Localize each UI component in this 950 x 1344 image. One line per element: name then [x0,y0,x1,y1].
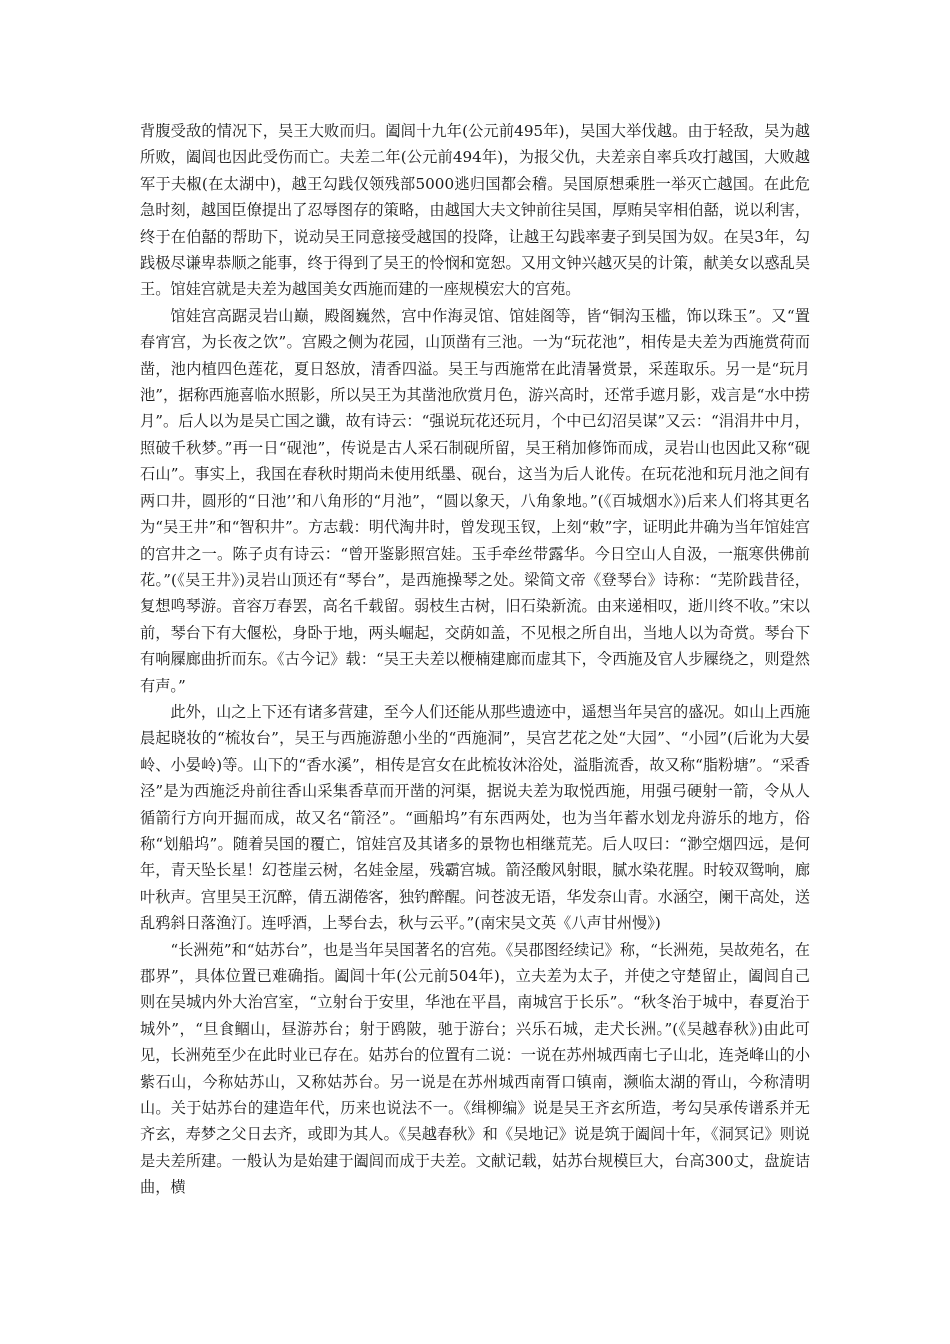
document-body [140,118,810,1201]
paragraph-3: 此外，山之上下还有诸多营建，至今人们还能从那些遗迹中，遥想当年吴宫的盛况。如山上西施晨起晓妆的“梳妆台”，吴王与西施游憩小坐的“西施洞”，吴宫艺花之处“大园”、“小园”(后讹为大晏岭、小晏岭)等。山下的“香水溪”，相传是宫女在此梳妆沐浴处，溢脂流香，故又称“脂粉塘”。“采香泾”是为西施泛舟前往香山采集香草而开凿的河渠，据说夫差为取悦西施，用强弓硬射一箭，令从人循箭行方向开掘而成，故又名“箭泾”。“画船坞”有东西两处，也为当年蓄水划龙舟游乐的地方，俗称“划船坞”。随着吴国的覆亡，馆娃宫及其诸多的景物也相继荒芜。后人叹曰：“渺空烟四远，是何年，青天坠长星！幻苍崖云树，名娃金屋，残霸宫城。箭泾酸风射眼，腻水染花腥。时较双鸳响，廊叶秋声。宫里吴王沉醉，倩五湖倦客，独钓醉醒。问苍波无语，华发奈山青。水涵空，阑干高处，送乱鸦斜日落渔汀。连呼酒，上琴台去，秋与云平。”(南宋吴文英《八声甘州慢》) [140,702,810,933]
paragraph-2: 馆娃宫高踞灵岩山巅，殿阁巍然，宫中作海灵馆、馆娃阁等，皆“铜沟玉槛，饰以珠玉”。又“置春宵宫，为长夜之饮”。宫殿之侧为花园，山顶凿有三池。一为“玩花池”，相传是夫差为西施赏荷而凿，池内植四色莲花，夏日怒放，清香四溢。吴王与西施常在此清暑赏景，采莲取乐。另一是“玩月池”，据称西施喜临水照影，所以吴王为其凿池欣赏月色，游兴高时，还常手遮月影，戏言是“水中捞月”。后人以为是吴亡国之谶，故有诗云：“强说玩花还玩月，个中已幻沼吴谋”又云：“涓涓井中月，照破千秋梦。”再一日“砚池”，传说是古人采石制砚所留，吴王稍加修饰而成，灵岩山也因此又称“砚石山”。事实上，我国在春秋时期尚未使用纸墨、砚台，这当为后人讹传。在玩花池和玩月池之间有两口井，圆形的“日池’’和八角形的“月池”，“圆以象天，八角象地。”(《百城烟水》)后来人们将其更名为“吴王井”和“智积井”。方志载：明代淘井时，曾发现玉钗，上刻“敕”字，证明此井确为当年馆娃宫的宫井之一。陈子贞有诗云：“曾开鉴影照宫娃。玉手牵丝带露华。今日空山人自汲，一瓶寒供佛前花。”(《吴王井》)灵岩山顶还有“琴台”，是西施操琴之处。梁简文帝《登琴台》诗称：“芜阶践昔径，复想鸣琴游。音容万春罢，高名千载留。弱枝生古树，旧石染新流。由来递相叹，逝川终不收。”宋以前，琴台下有大偃松，身卧于地，两头崛起，交荫如盖，不见根之所自出，当地人以为奇赏。琴台下有响屧廊曲折而东。《古今记》载：“吴王夫差以楩楠建廊而虚其下，令西施及官人步屧绕之，则跫然有声。” [140,306,810,695]
paragraph-4: “长洲苑”和“姑苏台”，也是当年吴国著名的宫苑。《吴郡图经续记》称，“长洲苑，吴故苑名，在郡界”，具体位置已难确指。阖闾十年(公元前504年)，立夫差为太子，并使之守楚留止，阖闾自己则在吴城内外大治宫室，“立射台于安里，华池在平昌，南城宫于长乐”。“秋冬治于城中，春夏治于城外”，“旦食鲴山，昼游苏台；射于鸥陂，驰于游台；兴乐石城，走犬长洲。”(《吴越春秋》)由此可见，长洲苑至少在此时业已存在。姑苏台的位置有二说：一说在苏州城西南七子山北，连尧峰山的小紫石山，今称姑苏山，又称姑苏台。另一说是在苏州城西南胥口镇南，濒临太湖的胥山，今称清明山。关于姑苏台的建造年代，历来也说法不一。《缉柳编》说是吴王齐玄所造，考勾吴承传谱系并无齐玄，寿梦之父日去齐，或即为其人。《吴越春秋》和《吴地记》说是筑于阖闾十年，《洞冥记》则说是夫差所建。一般认为是始建于阖闾而成于夫差。文献记载，姑苏台规模巨大，台高300丈，盘旋诘曲，横 [140,940,810,1197]
paragraph-1: 背腹受敌的情况下，吴王大败而归。阖闾十九年(公元前495年)，吴国大举伐越。由于轻敌，吴为越所败，阖闾也因此受伤而亡。夫差二年(公元前494年)，为报父仇，夫差亲自率兵攻打越国，大败越军于夫椒(在太湖中)，越王勾践仅领残部5000逃归国都会稽。吴国原想乘胜一举灭亡越国。在此危急时刻，越国臣僚提出了忍辱图存的策略，由越国大夫文钟前往吴国，厚贿吴宰相伯嚭，说以利害，终于在伯嚭的帮助下，说动吴王同意接受越国的投降，让越王勾践率妻子到吴国为奴。在吴3年，勾践极尽谦卑恭顺之能事，终于得到了吴王的怜悯和宽恕。又用文钟兴越灭吴的计策，献美女以惑乱吴王。馆娃宫就是夫差为越国美女西施而建的一座规模宏大的宫苑。 [140,122,810,299]
